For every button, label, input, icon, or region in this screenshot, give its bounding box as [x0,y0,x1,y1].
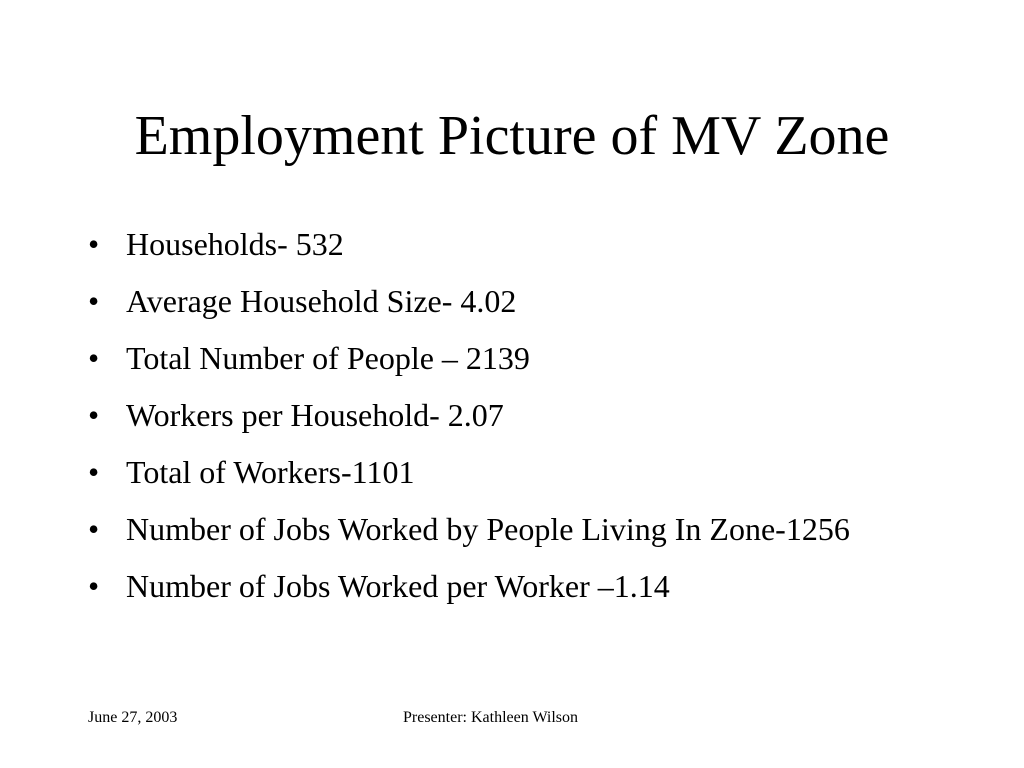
bullet-icon: • [88,397,100,433]
list-item [88,399,888,431]
bullet-icon: • [88,340,100,376]
list-item [88,513,888,545]
bullet-text-workers-per-household: Workers per Household- 2.07 [126,397,504,433]
bullet-text-jobs-by-zone-residents: Number of Jobs Worked by People Living In Zone-1256 [126,511,850,547]
bullet-text-total-workers: Total of Workers-1101 [126,454,415,490]
list-item [88,456,888,488]
list-item [88,285,888,317]
bullet-list [88,228,888,627]
bullet-icon: • [88,226,100,262]
list-item [88,228,888,260]
list-item [88,342,888,374]
footer-presenter: Presenter: Kathleen Wilson [403,709,579,726]
bullet-icon: • [88,511,100,547]
bullet-icon: • [88,568,100,604]
bullet-text-total-people: Total Number of People – 2139 [126,340,530,376]
bullet-text-jobs-per-worker: Number of Jobs Worked per Worker –1.14 [126,568,670,604]
bullet-text-households: Households- 532 [126,226,344,262]
footer-date: June 27, 2003 [88,709,178,726]
bullet-text-average-household-size: Average Household Size- 4.02 [126,283,517,319]
slide-title: Employment Picture of MV Zone [134,105,890,167]
list-item [88,570,888,602]
bullet-icon: • [88,283,100,319]
bullet-icon: • [88,454,100,490]
